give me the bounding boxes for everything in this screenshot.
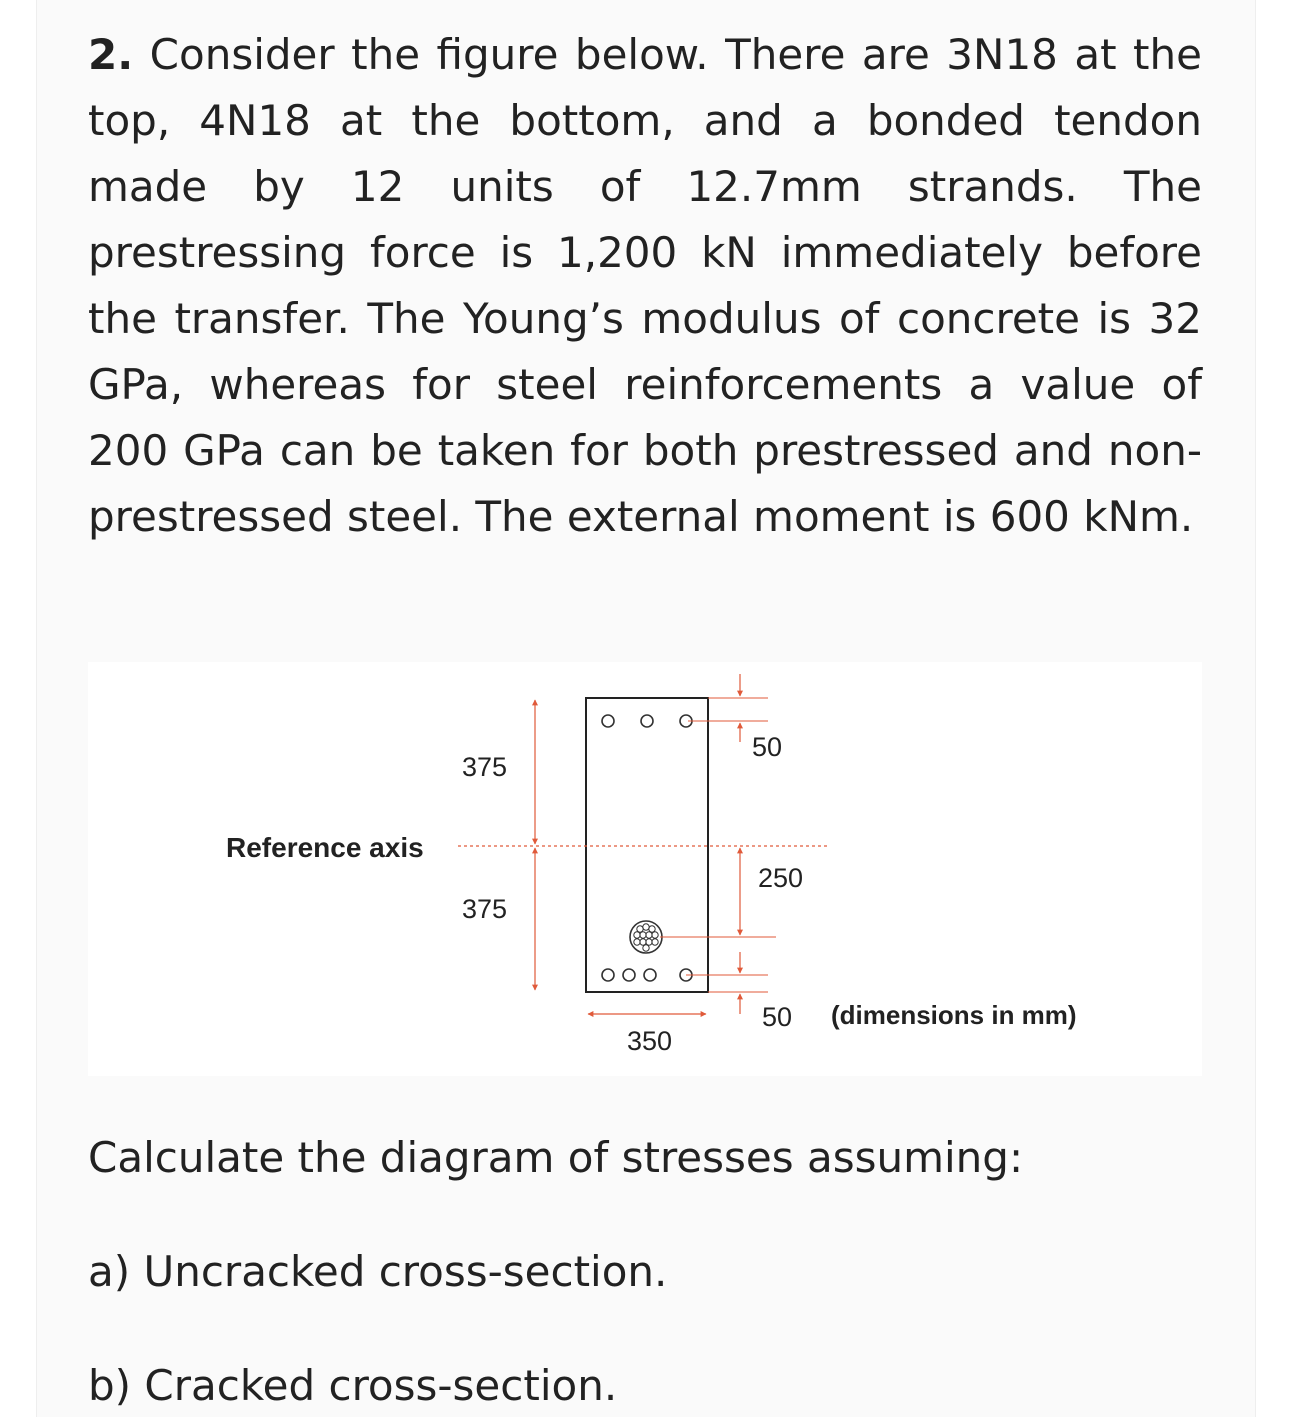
bottom-bar: [623, 969, 635, 981]
units-note: (dimensions in mm): [831, 1000, 1077, 1030]
dim-top-cover-label: 50: [752, 732, 783, 762]
problem-text: Consider the figure below. There are 3N18 at the top, 4N18 at the bottom, and a bonded tendon made by 12 units of 12.7mm strands. The prestressing force is 1,200 kN immediately before the transfer. The Young’s modulus of concrete is 32 GPa, whereas for steel reinforcements a value of 200 GPa can be taken for both prestressed and non-prestressed steel. The external moment is 600 kNm.: [88, 30, 1202, 541]
problem-number: 2.: [88, 30, 134, 79]
dim-bottom-half-label: 375: [462, 894, 508, 924]
question-part-b: b) Cracked cross-section.: [88, 1361, 618, 1410]
bottom-bars: [602, 969, 692, 981]
tendon-strand-bundle: [630, 921, 662, 953]
top-bars: [602, 715, 692, 727]
bottom-bar: [644, 969, 656, 981]
cross-section-figure: [88, 662, 1202, 1076]
cross-section-drawing: [88, 662, 1202, 1076]
reference-axis-label: Reference axis: [226, 832, 424, 863]
dim-width-label: 350: [627, 1026, 673, 1056]
right-dimensions: [660, 674, 776, 1014]
dim-tendon-offset-label: 250: [758, 863, 804, 893]
question-part-a: a) Uncracked cross-section.: [88, 1247, 668, 1296]
problem-statement: [88, 22, 1202, 550]
bottom-bar: [602, 969, 614, 981]
dim-top-half-label: 375: [462, 752, 508, 782]
dim-bottom-cover-label: 50: [762, 1002, 793, 1032]
top-bar: [602, 715, 614, 727]
question-prompt: Calculate the diagram of stresses assuming:: [88, 1133, 1024, 1182]
top-bar: [641, 715, 653, 727]
